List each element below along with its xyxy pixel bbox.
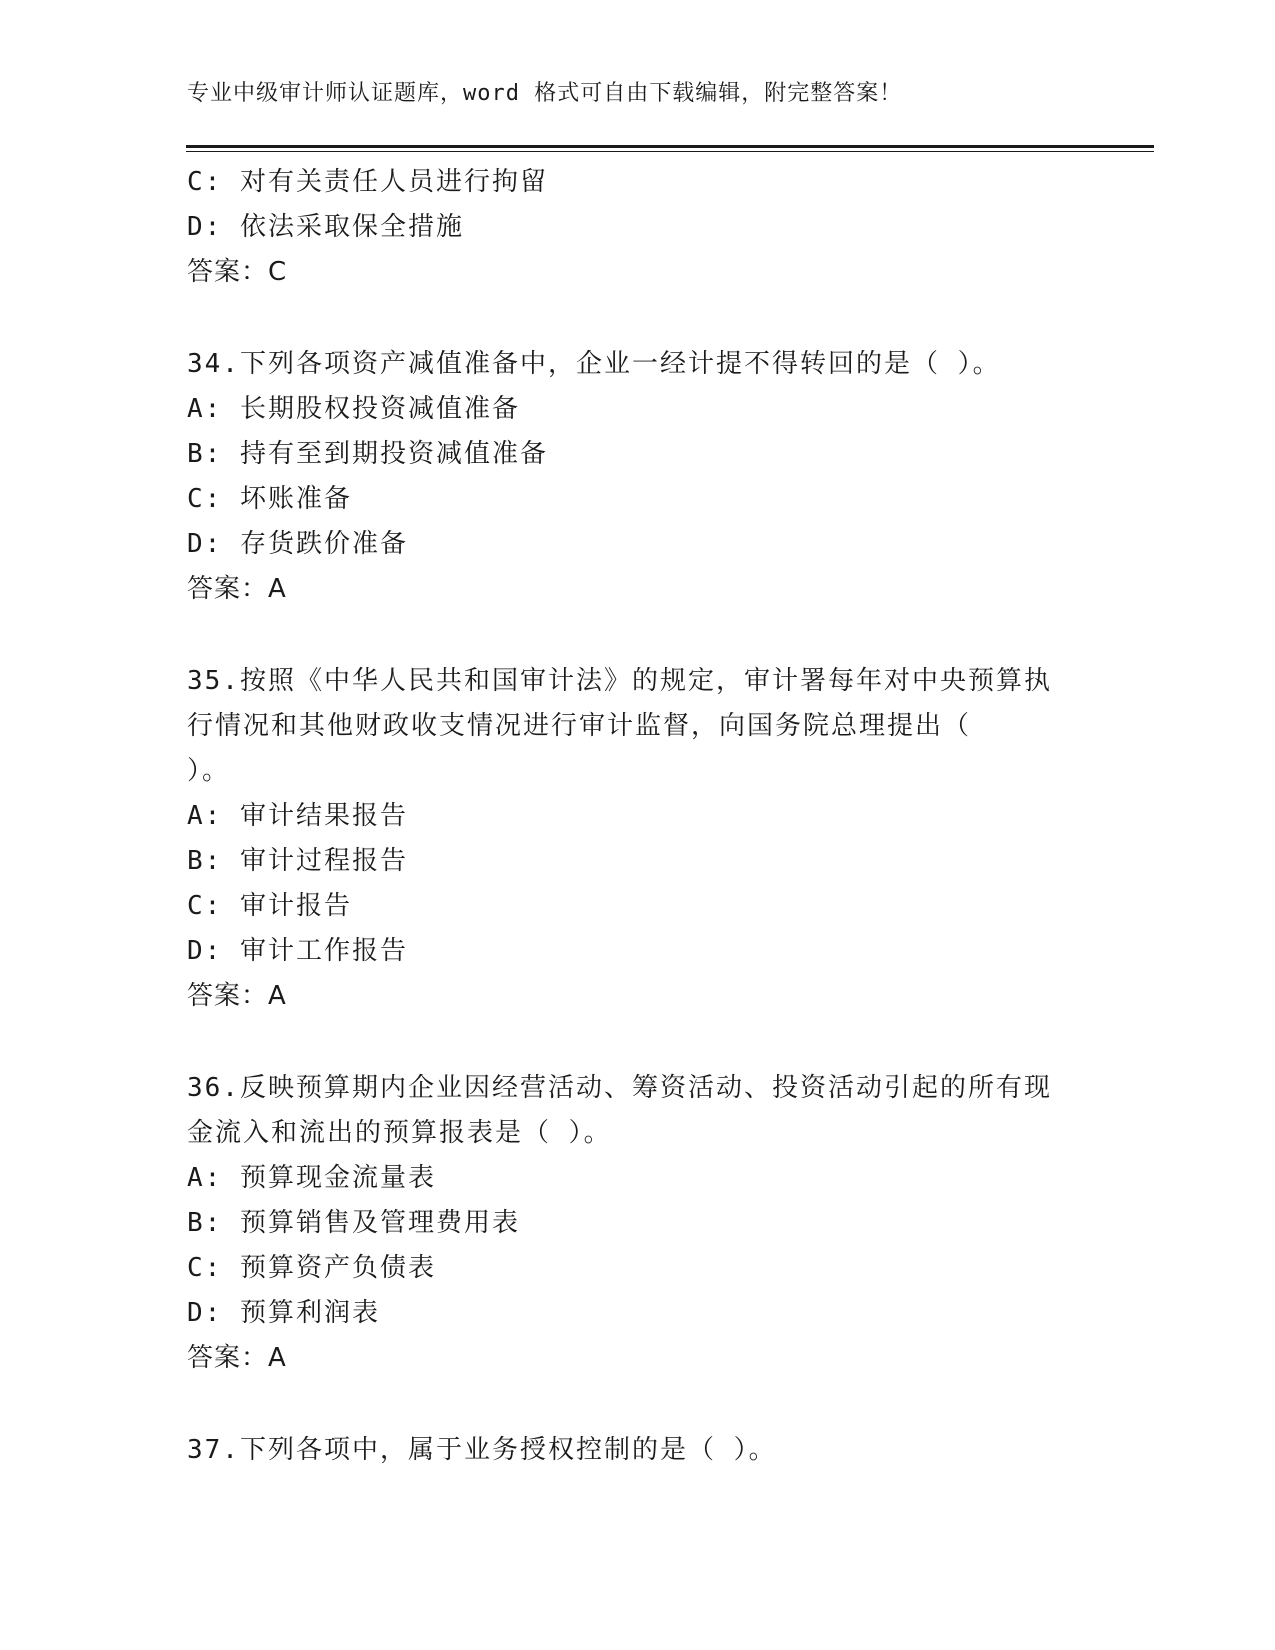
option-line: B: 预算销售及管理费用表 bbox=[187, 1208, 520, 1238]
option-line: A: 审计结果报告 bbox=[187, 801, 408, 831]
option-line: C: 审计报告 bbox=[187, 891, 352, 921]
answer-line: 答案：A bbox=[187, 981, 287, 1011]
block-gap bbox=[187, 612, 1087, 659]
question-stem: 金流入和流出的预算报表是（ ）。 bbox=[187, 1118, 612, 1148]
block-gap bbox=[187, 1019, 1087, 1066]
question-stem: 34.下列各项资产减值准备中，企业一经计提不得转回的是（ ）。 bbox=[187, 349, 1001, 379]
answer-line: 答案：A bbox=[187, 1343, 287, 1373]
block-gap bbox=[187, 1381, 1087, 1428]
option-line: D: 存货跌价准备 bbox=[187, 529, 408, 559]
page-header-text: 专业中级审计师认证题库，word 格式可自由下载编辑，附完整答案！ bbox=[187, 81, 903, 106]
question-stem: 35.按照《中华人民共和国审计法》的规定，审计署每年对中央预算执 bbox=[187, 666, 1052, 696]
question-block bbox=[187, 659, 1087, 1019]
question-stem: 36.反映预算期内企业因经营活动、筹资活动、投资活动引起的所有现 bbox=[187, 1073, 1052, 1103]
question-block bbox=[187, 1066, 1087, 1381]
question-block bbox=[187, 342, 1087, 612]
option-line: A: 预算现金流量表 bbox=[187, 1163, 436, 1193]
answer-line: 答案：C bbox=[187, 257, 288, 287]
question-block bbox=[187, 160, 1087, 295]
header-divider bbox=[186, 145, 1154, 152]
block-gap bbox=[187, 295, 1087, 342]
question-stem: 行情况和其他财政收支情况进行审计监督，向国务院总理提出（ bbox=[187, 711, 972, 741]
option-line: B: 持有至到期投资减值准备 bbox=[187, 439, 548, 469]
option-line: D: 依法采取保全措施 bbox=[187, 212, 464, 242]
option-line: B: 审计过程报告 bbox=[187, 846, 408, 876]
option-line: A: 长期股权投资减值准备 bbox=[187, 394, 520, 424]
option-line: C: 坏账准备 bbox=[187, 484, 352, 514]
option-line: D: 审计工作报告 bbox=[187, 936, 408, 966]
question-stem: 37.下列各项中，属于业务授权控制的是（ ）。 bbox=[187, 1435, 777, 1465]
option-line: C: 对有关责任人员进行拘留 bbox=[187, 167, 548, 197]
option-line: C: 预算资产负债表 bbox=[187, 1253, 436, 1283]
answer-line: 答案：A bbox=[187, 574, 287, 604]
question-content bbox=[187, 160, 1087, 1473]
question-block bbox=[187, 1428, 1087, 1473]
option-line: D: 预算利润表 bbox=[187, 1298, 380, 1328]
question-stem: ）。 bbox=[187, 756, 231, 786]
